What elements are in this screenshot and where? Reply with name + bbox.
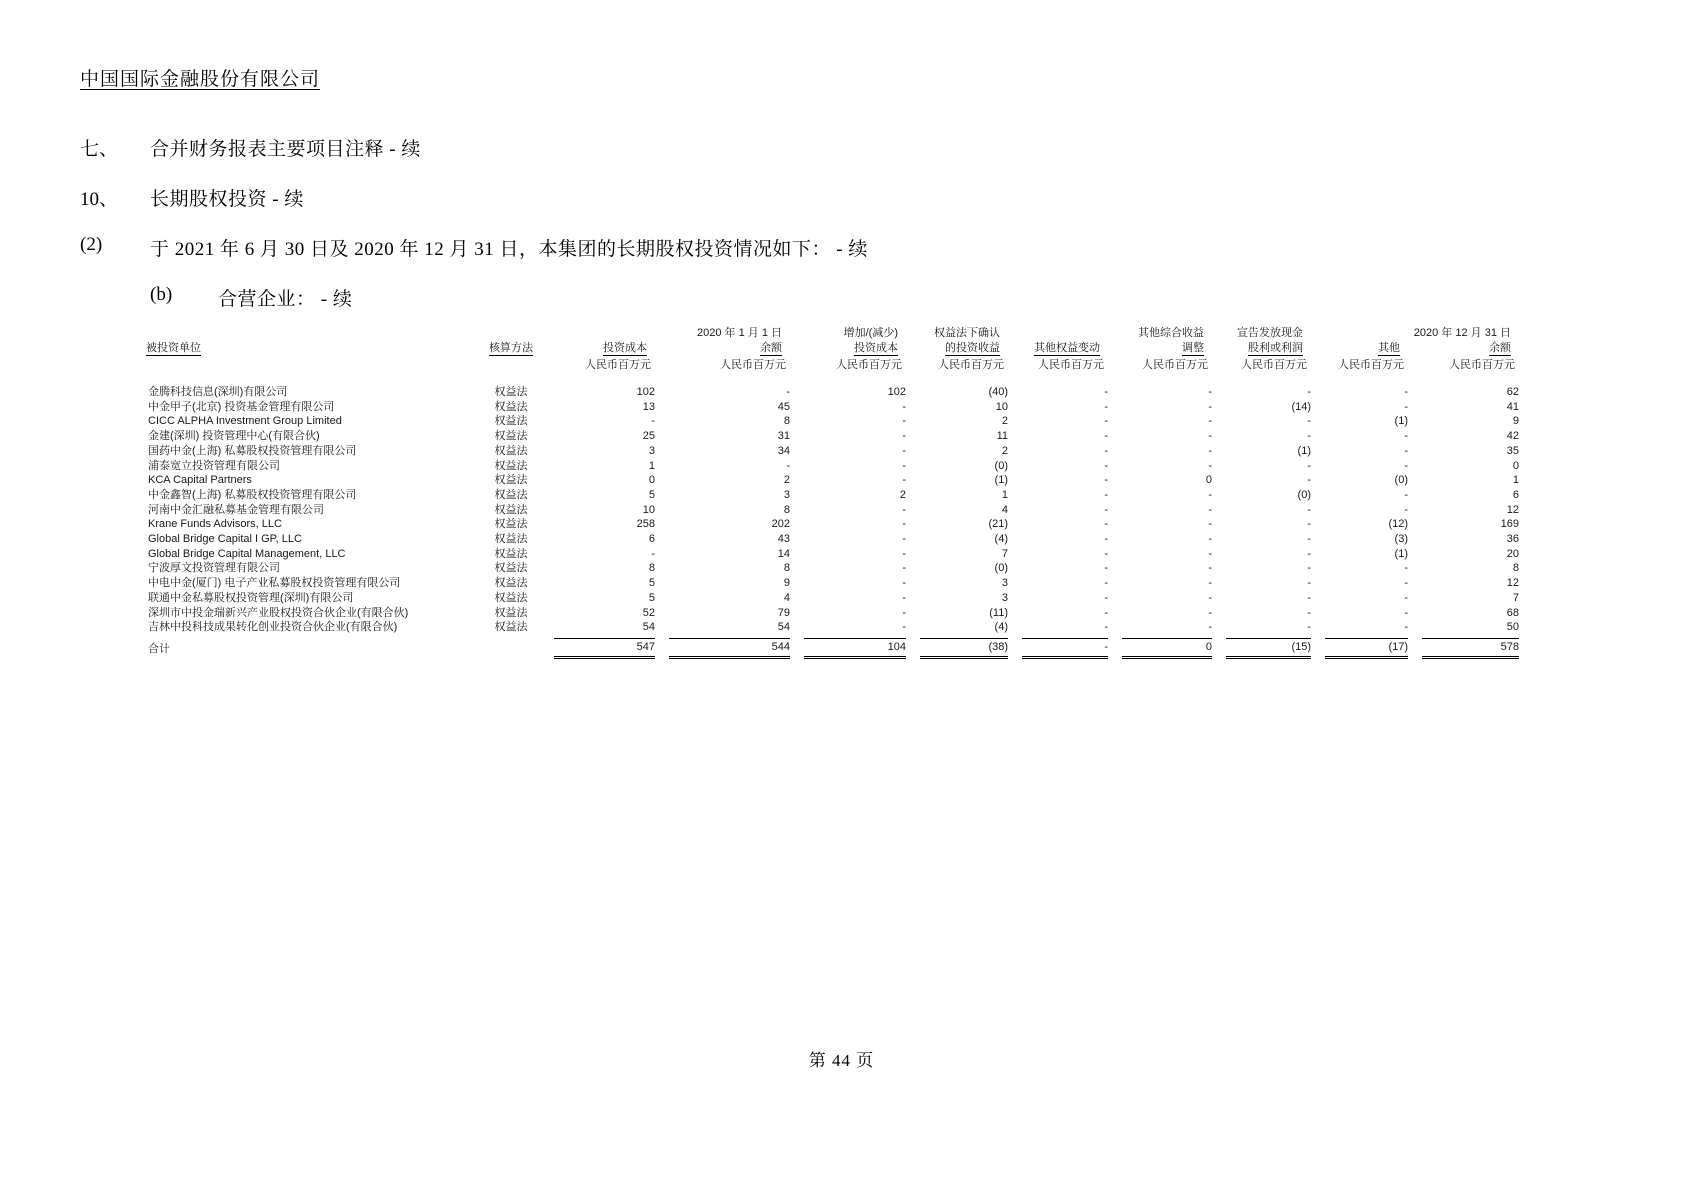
table-row (146, 400, 1519, 415)
col-header-label (1212, 341, 1311, 356)
section-number: 七、 (80, 139, 119, 160)
investee-name: Global Bridge Capital Management, LLC (148, 547, 346, 560)
value-cell: - (902, 503, 906, 516)
col-header-label (1008, 341, 1108, 356)
value-cell: - (1104, 547, 1108, 560)
accounting-method: 权益法 (494, 503, 528, 516)
total-method-empty (482, 635, 540, 659)
total-value-ruled: (15) (1226, 638, 1311, 659)
value-cell: 5 (648, 488, 655, 501)
col-unit-label: 人民币百万元 (585, 359, 651, 371)
total-value-ruled: (38) (920, 638, 1008, 659)
value-cell: - (651, 415, 655, 428)
value-cell: - (651, 547, 655, 560)
investee-name: 国药中金(上海) 私募股权投资管理有限公司 (148, 444, 357, 457)
col-header-label (1311, 341, 1408, 356)
col-header-topline (1311, 326, 1408, 341)
value-cell: 3 (783, 488, 790, 501)
value-cell: - (902, 459, 906, 472)
value-cell: 10 (995, 400, 1008, 413)
col-header-cost (540, 326, 655, 385)
table-row (146, 532, 1519, 547)
value-cell: - (1307, 503, 1311, 516)
page-number: 第 44 页 (808, 1051, 875, 1070)
table-row (146, 576, 1519, 591)
value-cell: 36 (1506, 533, 1519, 546)
value-cell: - (1307, 621, 1311, 634)
investee-name: KCA Capital Partners (148, 474, 252, 487)
value-cell: (0) (1297, 488, 1311, 501)
col-header-label (540, 341, 655, 356)
value-cell: 25 (642, 430, 655, 443)
col-header-label (1108, 341, 1212, 356)
col-header-open_balance (655, 326, 790, 385)
col-header-topline (146, 326, 482, 341)
value-cell: - (1104, 591, 1108, 604)
value-cell: 8 (783, 562, 790, 575)
table-body (146, 385, 1519, 659)
value-cell: 3 (648, 444, 655, 457)
total-value-ruled: 578 (1422, 638, 1519, 659)
total-value-ruled: 104 (804, 638, 906, 659)
value-cell: - (1104, 577, 1108, 590)
value-cell: - (902, 606, 906, 619)
investee-name: Krane Funds Advisors, LLC (148, 518, 282, 531)
col-unit-label: 人民币百万元 (836, 359, 902, 371)
investee-name: 金建(深圳) 投资管理中心(有限合伙) (148, 430, 320, 443)
col-header-topline: 权益法下确认 (934, 327, 1000, 339)
value-cell: 10 (642, 503, 655, 516)
value-cell: - (902, 591, 906, 604)
col-header-label (146, 341, 482, 356)
value-cell: 31 (777, 430, 790, 443)
value-cell: (1) (1394, 547, 1408, 560)
table-row (146, 606, 1519, 621)
value-cell: - (1307, 430, 1311, 443)
investee-name: 中电中金(厦门) 电子产业私募股权投资管理有限公司 (148, 577, 401, 590)
value-cell: 42 (1506, 430, 1519, 443)
value-cell: - (902, 562, 906, 575)
sub-item-number: (b) (150, 284, 173, 305)
investee-name: 吉林中投科技成果转化创业投资合伙企业(有限合伙) (148, 621, 398, 634)
value-cell: 5 (648, 591, 655, 604)
value-cell: 4 (1001, 503, 1008, 516)
table-row (146, 414, 1519, 429)
value-cell: - (902, 444, 906, 457)
value-cell: - (1404, 430, 1408, 443)
value-cell: 1 (1512, 474, 1519, 487)
investee-name: 金腾科技信息(深圳)有限公司 (148, 386, 288, 398)
value-cell: - (1404, 577, 1408, 590)
value-cell: - (1404, 444, 1408, 457)
value-cell: 12 (1506, 577, 1519, 590)
accounting-method: 权益法 (494, 474, 528, 487)
value-cell: 0 (648, 474, 655, 487)
col-header-underlined-text: 核算方法 (489, 342, 533, 354)
col-unit-label: 人民币百万元 (1038, 359, 1104, 371)
value-cell: 8 (783, 503, 790, 516)
value-cell: 0 (1512, 459, 1519, 472)
table-row (146, 444, 1519, 459)
value-cell: - (1404, 591, 1408, 604)
accounting-method: 权益法 (494, 444, 528, 457)
col-header-label (655, 341, 790, 356)
value-cell: (4) (994, 533, 1008, 546)
total-value-cell (655, 635, 790, 659)
total-value-cell (1108, 635, 1212, 659)
value-cell: (1) (1297, 444, 1311, 457)
col-header-dividend (1212, 326, 1311, 385)
col-header-other (1311, 326, 1408, 385)
col-header-underlined-text: 投资成本 (603, 342, 647, 354)
value-cell: (0) (994, 562, 1008, 575)
value-cell: 8 (1512, 562, 1519, 575)
total-value-ruled: - (1022, 638, 1108, 659)
value-cell: - (1208, 444, 1212, 457)
value-cell: 8 (783, 415, 790, 428)
section-title: 合并财务报表主要项目注释 - 续 (150, 139, 421, 160)
value-cell: - (1208, 400, 1212, 413)
col-header-topline: 增加/(减少) (843, 327, 898, 339)
value-cell: (4) (994, 621, 1008, 634)
value-cell: - (1404, 606, 1408, 619)
value-cell: (3) (1394, 533, 1408, 546)
table-row (146, 547, 1519, 562)
value-cell: 50 (1506, 621, 1519, 634)
col-header-investee (146, 326, 482, 385)
value-cell: - (902, 430, 906, 443)
total-value-ruled: 544 (669, 638, 790, 659)
investee-name: Global Bridge Capital I GP, LLC (148, 533, 302, 546)
value-cell: (11) (989, 606, 1008, 619)
value-cell: 1 (1001, 488, 1008, 501)
investee-name: CICC ALPHA Investment Group Limited (148, 415, 342, 428)
col-header-underlined-text: 的投资收益 (945, 342, 1000, 354)
value-cell: 43 (777, 533, 790, 546)
value-cell: - (1208, 430, 1212, 443)
total-value-cell (906, 635, 1008, 659)
col-header-topline (482, 326, 540, 341)
col-header-underlined-text: 其他 (1378, 342, 1400, 354)
col-header-label (1408, 341, 1519, 356)
accounting-method: 权益法 (494, 562, 528, 575)
value-cell: 169 (1500, 518, 1519, 531)
value-cell: 11 (996, 430, 1008, 443)
total-value-ruled: 547 (554, 638, 655, 659)
subsection-title: 长期股权投资 - 续 (150, 189, 304, 210)
col-header-topline (1008, 326, 1108, 341)
value-cell: - (1307, 474, 1311, 487)
value-cell: - (1208, 547, 1212, 560)
value-cell: 5 (648, 577, 655, 590)
table-row (146, 385, 1519, 400)
col-header-oci_adjust (1108, 326, 1212, 385)
value-cell: - (1307, 533, 1311, 546)
value-cell: - (1404, 503, 1408, 516)
value-cell: - (786, 459, 790, 472)
value-cell: - (1307, 577, 1311, 590)
investee-name: 中金鑫智(上海) 私募股权投资管理有限公司 (148, 488, 357, 501)
col-header-topline: 2020 年 1 月 1 日 (697, 327, 782, 339)
accounting-method: 权益法 (494, 621, 528, 634)
value-cell: - (902, 415, 906, 428)
value-cell: 102 (636, 386, 655, 398)
subsection-number: 10、 (80, 189, 119, 210)
value-cell: - (1208, 533, 1212, 546)
value-cell: - (1208, 577, 1212, 590)
table-row (146, 517, 1519, 532)
value-cell: 9 (1512, 415, 1519, 428)
value-cell: - (1208, 518, 1212, 531)
value-cell: - (902, 533, 906, 546)
value-cell: - (1307, 562, 1311, 575)
item-number: (2) (80, 234, 103, 255)
value-cell: - (1404, 621, 1408, 634)
table-row (146, 429, 1519, 444)
value-cell: (0) (1394, 474, 1408, 487)
item-text: 于 2021 年 6 月 30 日及 2020 年 12 月 31 日，本集团的长期股权投资情况如下： - 续 (150, 239, 868, 260)
value-cell: 3 (1001, 591, 1008, 604)
value-cell: - (1307, 518, 1311, 531)
value-cell: 2 (899, 488, 906, 501)
investee-name: 河南中金汇融私募基金管理有限公司 (148, 503, 324, 516)
value-cell: 7 (1512, 591, 1519, 604)
total-value-cell (1212, 635, 1311, 659)
total-value-cell (790, 635, 906, 659)
value-cell: 6 (648, 533, 655, 546)
col-unit-label (146, 358, 482, 373)
col-header-method (482, 326, 540, 385)
value-cell: 0 (1205, 474, 1212, 487)
value-cell: - (1104, 459, 1108, 472)
value-cell: 2 (783, 474, 790, 487)
joint-ventures-table (146, 326, 1519, 659)
value-cell: - (1104, 518, 1108, 531)
value-cell: - (1307, 606, 1311, 619)
table-row (146, 503, 1519, 518)
accounting-method: 权益法 (494, 577, 528, 590)
value-cell: (12) (1388, 518, 1408, 531)
value-cell: - (1208, 459, 1212, 472)
value-cell: - (1104, 474, 1108, 487)
accounting-method: 权益法 (494, 386, 528, 398)
investee-name: 浦泰宽立投资管理有限公司 (148, 459, 280, 472)
value-cell: 3 (1001, 577, 1008, 590)
value-cell: - (1208, 621, 1212, 634)
col-unit-label: 人民币百万元 (1338, 359, 1404, 371)
value-cell: - (1208, 562, 1212, 575)
accounting-method: 权益法 (494, 400, 528, 413)
value-cell: - (1104, 444, 1108, 457)
value-cell: - (1208, 606, 1212, 619)
value-cell: - (1404, 386, 1408, 398)
col-header-topline: 2020 年 12 月 31 日 (1413, 327, 1511, 339)
value-cell: 6 (1512, 488, 1519, 501)
value-cell: - (1208, 386, 1212, 398)
col-header-label (790, 341, 906, 356)
value-cell: 79 (777, 606, 790, 619)
value-cell: - (1104, 430, 1108, 443)
total-value-cell (1408, 635, 1519, 659)
value-cell: - (786, 386, 790, 398)
value-cell: 2 (1001, 415, 1008, 428)
value-cell: 45 (777, 400, 790, 413)
col-header-label (482, 341, 540, 356)
value-cell: - (1307, 459, 1311, 472)
total-label: 合计 (148, 643, 170, 656)
investee-name: 深圳市中投金瑞新兴产业股权投资合伙企业(有限合伙) (148, 606, 409, 619)
value-cell: 102 (887, 386, 906, 398)
accounting-method: 权益法 (494, 488, 528, 501)
table-row (146, 561, 1519, 576)
table-row (146, 488, 1519, 503)
accounting-method: 权益法 (494, 415, 528, 428)
value-cell: - (902, 474, 906, 487)
value-cell: 54 (777, 621, 790, 634)
value-cell: (40) (988, 386, 1008, 398)
total-value-cell (1008, 635, 1108, 659)
sub-item-text: 合营企业： - 续 (218, 289, 353, 310)
value-cell: - (1307, 547, 1311, 560)
value-cell: 62 (1506, 386, 1519, 398)
table-row (146, 591, 1519, 606)
value-cell: (14) (1291, 400, 1311, 413)
table-row (146, 473, 1519, 488)
table-head-row (146, 326, 1519, 385)
value-cell: - (1404, 459, 1408, 472)
total-value-ruled: (17) (1325, 638, 1408, 659)
accounting-method: 权益法 (494, 591, 528, 604)
value-cell: 35 (1506, 444, 1519, 457)
value-cell: 68 (1506, 606, 1519, 619)
col-header-underlined-text: 余额 (760, 342, 782, 354)
col-header-underlined-text: 其他权益变动 (1034, 342, 1100, 354)
total-value-cell (540, 635, 655, 659)
col-unit-label: 人民币百万元 (720, 359, 786, 371)
value-cell: - (1104, 400, 1108, 413)
value-cell: - (1404, 400, 1408, 413)
col-unit-label: 人民币百万元 (938, 359, 1004, 371)
value-cell: - (902, 577, 906, 590)
col-header-topline (540, 326, 655, 341)
value-cell: - (1208, 415, 1212, 428)
value-cell: - (1104, 606, 1108, 619)
value-cell: (21) (988, 518, 1008, 531)
accounting-method: 权益法 (494, 459, 528, 472)
value-cell: - (902, 518, 906, 531)
col-header-topline: 其他综合收益 (1138, 327, 1204, 339)
col-header-underlined-text: 余额 (1489, 342, 1511, 354)
value-cell: 20 (1506, 547, 1519, 560)
value-cell: - (1404, 562, 1408, 575)
table-row (146, 620, 1519, 635)
total-value-ruled: 0 (1122, 638, 1212, 659)
table-total-row (146, 635, 1519, 659)
value-cell: 41 (1506, 400, 1519, 413)
value-cell: 8 (648, 562, 655, 575)
value-cell: 258 (636, 518, 655, 531)
value-cell: 4 (783, 591, 790, 604)
accounting-method: 权益法 (494, 533, 528, 546)
value-cell: - (1104, 415, 1108, 428)
accounting-method: 权益法 (494, 606, 528, 619)
accounting-method: 权益法 (494, 518, 528, 531)
value-cell: - (1104, 488, 1108, 501)
value-cell: 202 (771, 518, 790, 531)
value-cell: 54 (642, 621, 655, 634)
value-cell: - (1104, 562, 1108, 575)
col-unit-label (482, 358, 540, 373)
col-header-underlined-text: 被投资单位 (146, 342, 201, 354)
value-cell: 12 (1506, 503, 1519, 516)
value-cell: (1) (994, 474, 1008, 487)
investee-name: 中金甲子(北京) 投资基金管理有限公司 (148, 400, 335, 413)
value-cell: (1) (1394, 415, 1408, 428)
value-cell: - (1104, 386, 1108, 398)
value-cell: - (1104, 621, 1108, 634)
table-row (146, 459, 1519, 474)
value-cell: 14 (777, 547, 790, 560)
value-cell: - (1104, 533, 1108, 546)
value-cell: - (1104, 503, 1108, 516)
value-cell: - (1208, 591, 1212, 604)
col-header-topline: 宣告发放现金 (1237, 327, 1303, 339)
value-cell: - (1307, 591, 1311, 604)
value-cell: - (902, 621, 906, 634)
value-cell: - (1404, 488, 1408, 501)
company-title: 中国国际金融股份有限公司 (80, 69, 321, 90)
col-header-underlined-text: 调整 (1182, 342, 1204, 354)
value-cell: - (1208, 488, 1212, 501)
col-header-equity_income (906, 326, 1008, 385)
investee-name: 宁波厚文投资管理有限公司 (148, 562, 280, 575)
value-cell: (0) (994, 459, 1008, 472)
value-cell: - (1307, 415, 1311, 428)
col-header-underlined-text: 股利或利润 (1248, 342, 1303, 354)
value-cell: 13 (642, 400, 655, 413)
col-header-add_reduce (790, 326, 906, 385)
col-unit-label: 人民币百万元 (1241, 359, 1307, 371)
value-cell: - (902, 547, 906, 560)
value-cell: 9 (783, 577, 790, 590)
investee-name: 联通中金私募股权投资管理(深圳)有限公司 (148, 591, 354, 604)
value-cell: 34 (777, 444, 790, 457)
col-header-label (906, 341, 1008, 356)
col-header-other_equity (1008, 326, 1108, 385)
accounting-method: 权益法 (494, 430, 528, 443)
value-cell: - (1208, 503, 1212, 516)
col-header-underlined-text: 投资成本 (854, 342, 898, 354)
value-cell: 7 (1001, 547, 1008, 560)
value-cell: 52 (642, 606, 655, 619)
col-header-close_balance (1408, 326, 1519, 385)
total-value-cell (1311, 635, 1408, 659)
col-unit-label: 人民币百万元 (1142, 359, 1208, 371)
value-cell: 2 (1001, 444, 1008, 457)
value-cell: - (1307, 386, 1311, 398)
value-cell: 1 (648, 459, 655, 472)
col-unit-label: 人民币百万元 (1449, 359, 1515, 371)
value-cell: - (902, 400, 906, 413)
accounting-method: 权益法 (494, 547, 528, 560)
